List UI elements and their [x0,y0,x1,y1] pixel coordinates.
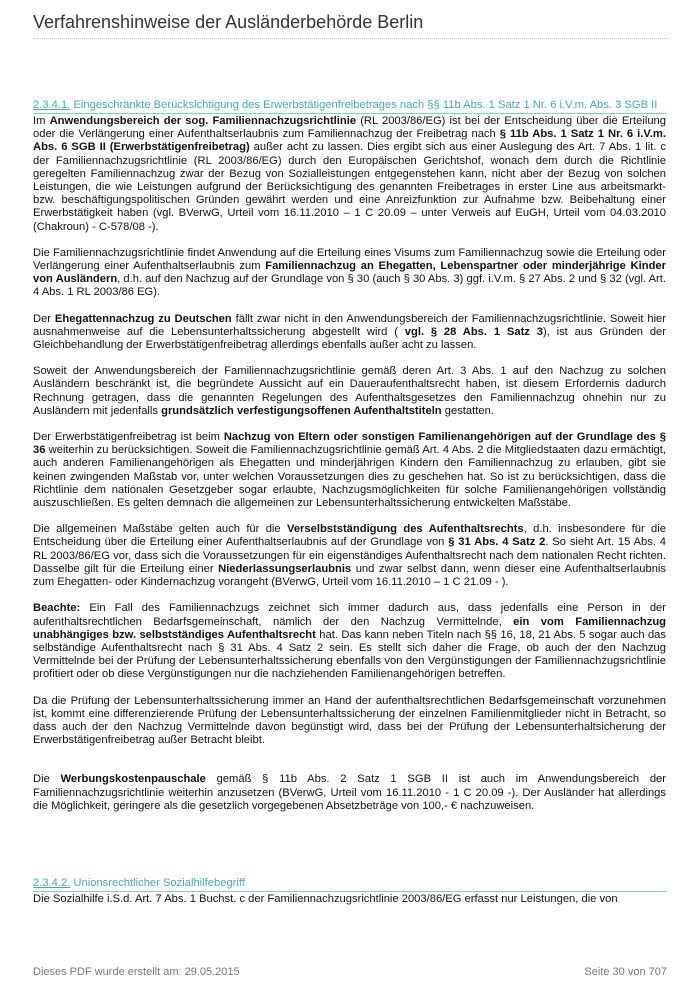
created-date: Dieses PDF wurde erstellt am: 29.05.2015 [33,966,240,978]
paragraph-10 [33,893,666,906]
section-heading-2-3-4-2 [33,877,666,889]
text: fällt zwar nicht in den Anwendungsbereich der Familiennachzugsrichtlinie. Soweit hier ausnahmenweise auf die Lebensunterhaltssicherung abgestellt wird ( [33,312,666,338]
paragraph-8 [33,695,666,748]
paragraph-2 [33,247,666,300]
paragraph-1 [33,115,666,234]
text: Da die Prüfung der Lebensunterhaltssicherung immer an Hand der aufenthaltsrechtlichen Bedarfsgemeinschaft vorzunehmen ist, kommt eine differenzierende Prüfung der Lebensunterhaltssicherung der einzelnen Familienmitglieder nicht in Betracht, so dass auch der den Nachzug Vermittelnde davon begünstigt wird, dass bei der Prüfung der Lebensunterhaltsicherung der Erwerbstätigenfreibetrag außer Betracht bleibt. [33,694,666,747]
text: Die Familiennachzugsrichtlinie findet Anwendung auf die Erteilung eines Visums zum Familiennachzug sowie die Erteilung oder Verlängerung einer Aufenthaltserlaubnis zum [33,246,666,273]
text: Die allgemeinen Maßstäbe gelten auch für die [33,523,287,536]
section-title: Unionsrechtlicher Sozialhilfebegriff [70,876,245,889]
document-body [33,99,666,906]
text: Die Sozialhilfe i.S.d. Art. 7 Abs. 1 Buchst. c der Familiennachzugsrichtlinie 2003/86/EG erfasst nur Leistungen, die von [33,892,618,905]
bold-text: Anwendungsbereich der sog. Familiennachzugsrichtlinie [49,115,357,127]
text: , d.h. insbesondere für die Entscheidung über die Erteilung einer Aufenthaltserlaubnis auf der Grundlage von [33,523,666,549]
bold-text: Familiennachzug an Ehegatten, Lebenspartner oder minderjährige Kinder von Ausländern [33,260,666,286]
text: gemäß § 11b Abs. 2 Satz 1 SGB II ist auch im Anwendungsbereich der Familiennachzugsrichtlinie weiterhin anzusetzen (BVerwG, Urteil vom 16.11.2010 - 1 C 20.09 -). Der Ausländer hat allerdings die Möglichkeit, geringere als die gesetzlich vorgegebenen Absetzbeträge von 100,- € nachzuweisen. [33,773,666,812]
text: . So sieht Art. 15 Abs. 4 RL 2003/86/EG vor, dass sich die Voraussetzungen für ein eigenständiges Aufenthaltsrecht nach dem nationalen Recht richten. Dasselbe gilt für die Erteilung einer [33,536,667,575]
section-number-link[interactable]: 2.3.4.1. [33,99,71,111]
bold-text: § 11b Abs. 1 Satz 1 Nr. 6 i.V.m. Abs. 6 SGB II (Erwerbstätigenfreibetrag) [33,128,666,154]
text: gestatten. [441,404,494,417]
text: Im [33,115,50,127]
bold-text: Beachte: [33,602,81,615]
bold-text: Ehegattennachzug zu Deutschen [54,312,232,325]
section-heading-2-3-4-1 [33,99,666,111]
bold-text: Niederlassungserlaubnis [218,562,352,575]
bold-text: § 31 Abs. 4 Satz 2 [448,536,546,549]
paragraph-7 [33,602,666,681]
text: und zwar selbst dann, wenn dieser eine Aufenthaltserlaubnis zum Ehegatten- oder Kindernachzug vorangeht (BVerwG, Urteil vom 16.11.2010 – 1 C 21.09 - ). [33,562,667,589]
text: außer acht zu lassen. Dies ergibt sich aus einer Auslegung des Art. 7 Abs. 1 lit. c der Familiennachzugsrichtlinie (RL 2003/86/EG) durch den Europäischen Gerichtshof, wonach dem durch die Richtlinie geregelten Familiennachzug zwar der Bezug von Sozialleistungen entgegenstehen kann, nicht aber der Bezug von solchen Leistungen, die wie Leistungen aufgrund der Berücksichtigung des genannten Freibetrages in erster Line aus arbeitsmarkt- bzw. beschäftigungspolitischen Gründen gewährt werden und eine Anreizfunktion zur Aufnahme bzw. Beibehaltung einer Erwerbstätigkeit haben (vgl. BVerwG, Urteil vom 16.11.2010 – 1 C 20.09 – unter Verweis auf EuGH, Urteil vom 04.03.2010 (Chakroun) - C-578/08 -). [33,141,666,233]
bold-text: Werbungskostenpauschale [60,773,206,786]
text: weiterhin zu berücksichtigen. Soweit die Familiennachzugsrichtlinie gemäß Art. 4 Abs. 2 die Mitgliedstaaten dazu ermächtigt, auch anderen Familienangehörigen als Ehegatten und minderjährigen Kindern den Familiennachzug zu erlauben, gibt sie keinen zwingenden Maßstab vor, unter welchen Voraussetzungen dies zu geschehen hat. So ist zu berücksichtigen, dass die Richtlinie dem nationalen Gesetzgeber sogar erlaubte, Nachzugsmöglichkeiten für solche Familienangehörigen vollständig auszuschließen. Es gelten demnach die allgemeinen zur Lebensunterhaltssicherung entwickelten Maßstäbe. [33,444,666,510]
text: ), ist aus Gründen der Gleichbehandlung der Erwerbstätigenfreibetrag allerdings ebenfalls außer acht zu lassen. [33,325,666,352]
text: Soweit der Anwendungsbereich der Familiennachzugsrichtlinie gemäß deren Art. 3 Abs. 1 auf den Nachzug zu solchen Ausländern beschränkt ist, die begründete Aussicht auf ein Daueraufenthaltsrecht haben, ist diesem Erfordernis dadurch Rechnung getragen, dass die genannten Regelungen des Aufenthaltsgesetzes den Familiennachzug ohnehin nur zu Ausländern mit jedenfalls [33,365,666,417]
bold-text: Verselbstständigung des Aufenthaltsrechts [286,523,524,536]
text: (RL 2003/86/EG) ist bei der Entscheidung über die Erteilung oder die Verlängerung einer Aufenthaltserlaubnis zum Familiennachzug der Freibetrag nach [33,115,666,141]
bold-text: Nachzug von Eltern oder sonstigen Familienangehörigen auf der Grundlage des § 36 [33,431,666,457]
section-divider [33,891,666,892]
section-number-link[interactable]: 2.3.4.2. [33,876,71,889]
paragraph-9 [33,773,666,813]
text: Die [33,773,61,786]
paragraph-6 [33,523,666,589]
text: Ein Fall des Familiennachzugs zeichnet sich immer dadurch aus, dass jedenfalls eine Person in der aufenthaltsrechtlichen Bedarfsgemeinschaft, nämlich der den Nachzug Vermittelnde, [33,602,666,628]
section-divider [33,113,666,114]
title-divider [33,38,667,39]
text: Der Erwerbstätigenfreibetrag ist beim [33,431,224,444]
bold-text: ein vom Familiennachzug unabhängiges bzw. selbstständiges Aufenthaltsrecht [33,615,666,641]
text: Der [33,312,55,325]
paragraph-4 [33,365,666,418]
page-title: Verfahrenshinweise der Ausländerbehörde Berlin [33,12,424,32]
page-number: Seite 30 von 707 [584,966,667,978]
paragraph-5 [33,431,666,510]
bold-text: vgl. § 28 Abs. 1 Satz 3 [404,325,543,338]
bold-text: grundsätzlich verfestigungsoffenen Aufenthaltstiteln [161,404,442,417]
text: hat. Das kann neben Titeln nach §§ 16, 18, 21 Abs. 5 sogar auch das selbständige Aufenthaltsrecht nach § 31 Abs. 4 Satz 2 sein. Es stellt sich daher die Frage, ob auch der den Nachzug Vermittelnde bei der Prüfung der Lebensunterhaltssicherung ebenfalls von den Vergünstigungen der Familiennachzugsrichtlinie profitiert oder ob diese Vergünstigungen nur die nachziehenden Familienangehörigen betreffen. [33,628,666,681]
paragraph-3 [33,313,666,353]
text: , d.h. auf den Nachzug auf der Grundlage von § 30 (auch § 30 Abs. 3) ggf. i.V.m. § 27 Abs. 2 und § 32 (vgl. Art. 4 Abs. 1 RL 2003/86 EG). [33,273,667,299]
section-title: Eingeschränkte Berücksichtigung des Erwerbstätigenfreibetrages nach §§ 11b Abs. 1 Satz 1 Nr. 6 i.V.m. Abs. 3 SGB II [70,99,658,111]
